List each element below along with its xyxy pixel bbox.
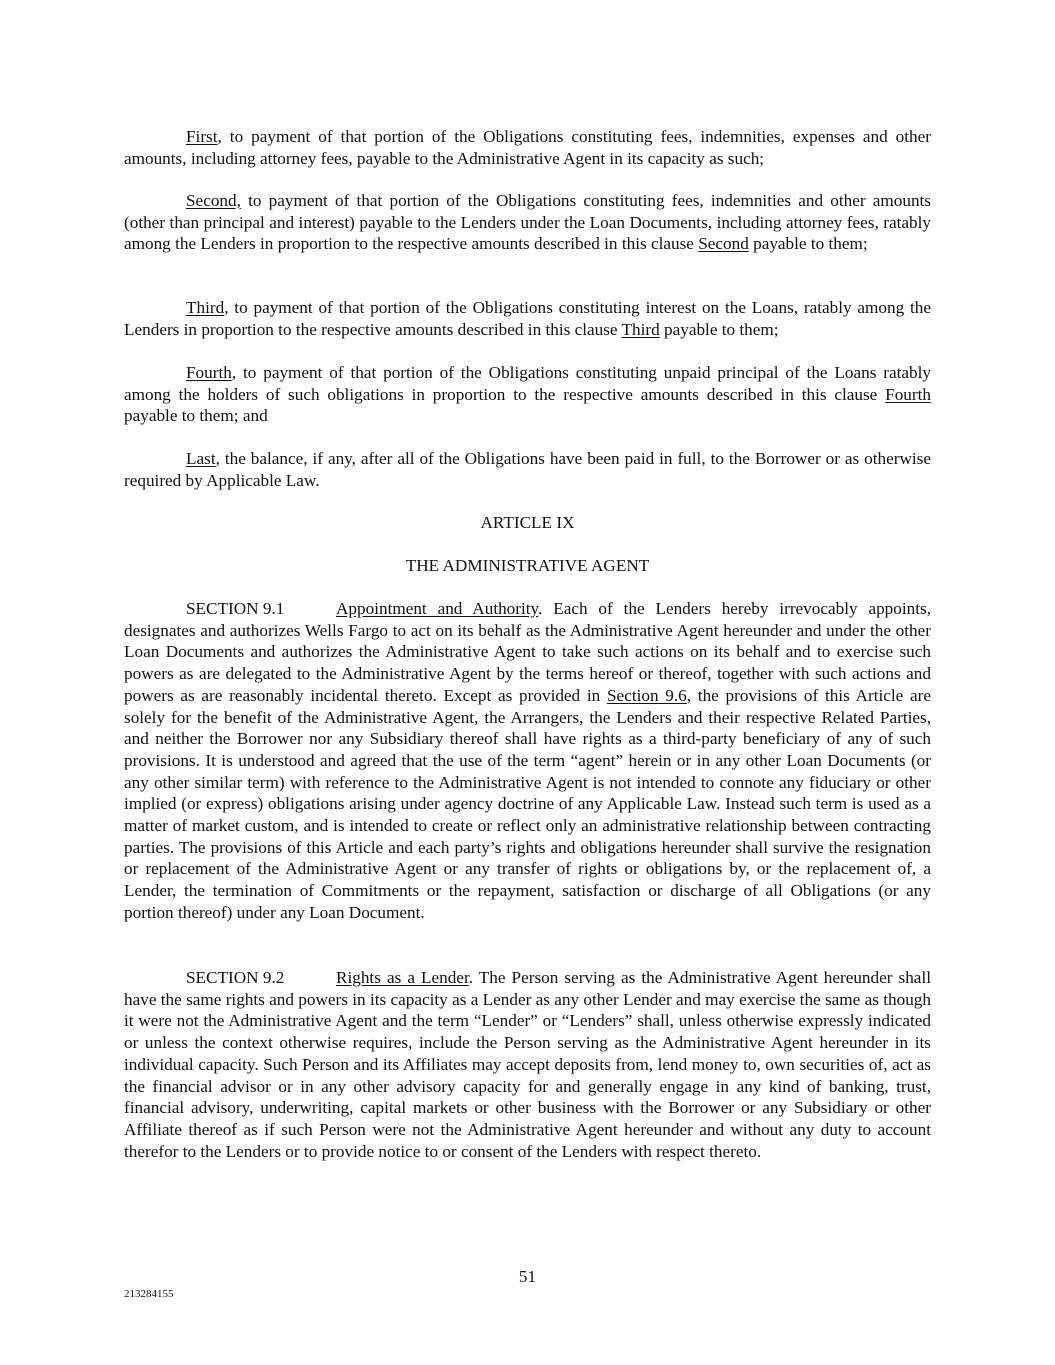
section-heading: Rights as a Lender <box>336 968 469 987</box>
clause-text: to payment of that portion of the Obligations constituting fees, indemnities and other amounts (other than principal and interest) payable to the Lenders under the Loan Documents, including attorney fees, ratably among the Lenders in proportion to the respective amounts described in this clause <box>124 191 931 254</box>
clause-text: , the balance, if any, after all of the Obligations have been paid in full, to the Borrower or as otherwise required by Applicable Law. <box>124 449 931 490</box>
term: Third <box>186 298 225 317</box>
article-number: ARTICLE IX <box>480 513 575 532</box>
article-title: THE ADMINISTRATIVE AGENT <box>405 556 650 575</box>
document-id: 213284155 <box>124 1288 174 1300</box>
page-number: 51 <box>518 1267 537 1286</box>
term: Last <box>186 449 216 468</box>
term: Fourth <box>186 363 232 382</box>
section-tail: , the provisions of this Article are solely for the benefit of the Administrative Agent, the Arrangers, the Lenders and their respective Related Parties, and neither the Borrower nor any Subsidiary thereof shall have rights as a third-party beneficiary of any of such provisions. It is understood and agreed that the use of the term “agent” herein or in any other Loan Documents (or any other similar term) with reference to the Administrative Agent is not intended to connote any fiduciary or other implied (or express) obligations arising under agency doctrine of any Applicable Law. Instead such term is used as a matter of market custom, and is intended to create or reflect only an administrative relationship between contracting parties. The provisions of this Article and each party’s rights and obligations hereunder shall survive the resignation or replacement of the Administrative Agent or any transfer of rights or obligations by, or the replacement of, a Lender, the termination of Commitments or the repayment, satisfaction or discharge of all Obligations (or any portion thereof) under any Loan Document. <box>124 685 931 922</box>
clause-third <box>124 297 931 340</box>
clause-fourth <box>124 362 931 427</box>
clause-second <box>124 190 931 255</box>
clause-tail: payable to them; <box>748 234 868 254</box>
term-ref: Second <box>698 234 749 254</box>
section-ref: Section 9.6 <box>607 685 687 705</box>
clause-tail: payable to them; <box>659 319 779 339</box>
section-text: . The Person serving as the Administrative Agent hereunder shall have the same rights and powers in its capacity as a Lender as any other Lender and may exercise the same as though it were not the Administrative Agent and the term “Lender” or “Lenders” shall, unless otherwise expressly indicated or unless the context otherwise requires, include the Person serving as the Administrative Agent hereunder in its individual capacity. Such Person and its Affiliates may accept deposits from, lend money to, own securities of, act as the financial advisor or in any other advisory capacity for and generally engage in any kind of banking, trust, financial advisory, underwriting, capital markets or other business with the Borrower or any Subsidiary or other Affiliate thereof as if such Person were not the Administrative Agent hereunder and without any duty to account therefor to the Lenders or to provide notice to or consent of the Lenders with respect thereto. <box>124 968 931 1161</box>
section-9-1 <box>124 598 931 924</box>
term: Second, <box>186 191 241 210</box>
section-text: . Each of the Lenders hereby irrevocably appoints, designates and authorizes Wells Fargo to act on its behalf as the Administrative Agent hereunder and under the other Loan Documents and authorizes the Administrative Agent to take such actions on its behalf and to exercise such powers as are delegated to the Administrative Agent by the terms hereof or thereof, together with such actions and powers as are reasonably incidental thereto. Except as provided in <box>124 599 931 705</box>
term: First <box>186 127 218 146</box>
term-ref: Third <box>621 319 660 339</box>
clause-text: , to payment of that portion of the Obligations constituting fees, indemnities, expenses and other amounts, including attorney fees, payable to the Administrative Agent in its capacity as such; <box>124 127 931 168</box>
section-label: SECTION 9.1 <box>186 599 285 618</box>
term-ref: Fourth <box>885 384 931 404</box>
section-9-2 <box>124 967 931 1162</box>
clause-text: , to payment of that portion of the Obligations constituting interest on the Loans, ratably among the Lenders in proportion to the respective amounts described in this clause <box>124 298 931 339</box>
section-heading: Appointment and Authority <box>336 599 539 618</box>
clause-last <box>124 448 931 491</box>
section-label: SECTION 9.2 <box>186 968 285 987</box>
clause-tail: payable to them; and <box>124 406 268 426</box>
clause-first <box>124 126 931 169</box>
clause-text: , to payment of that portion of the Obligations constituting unpaid principal of the Loans ratably among the holders of such obligations in proportion to the respective amounts described in this clause <box>124 363 931 404</box>
